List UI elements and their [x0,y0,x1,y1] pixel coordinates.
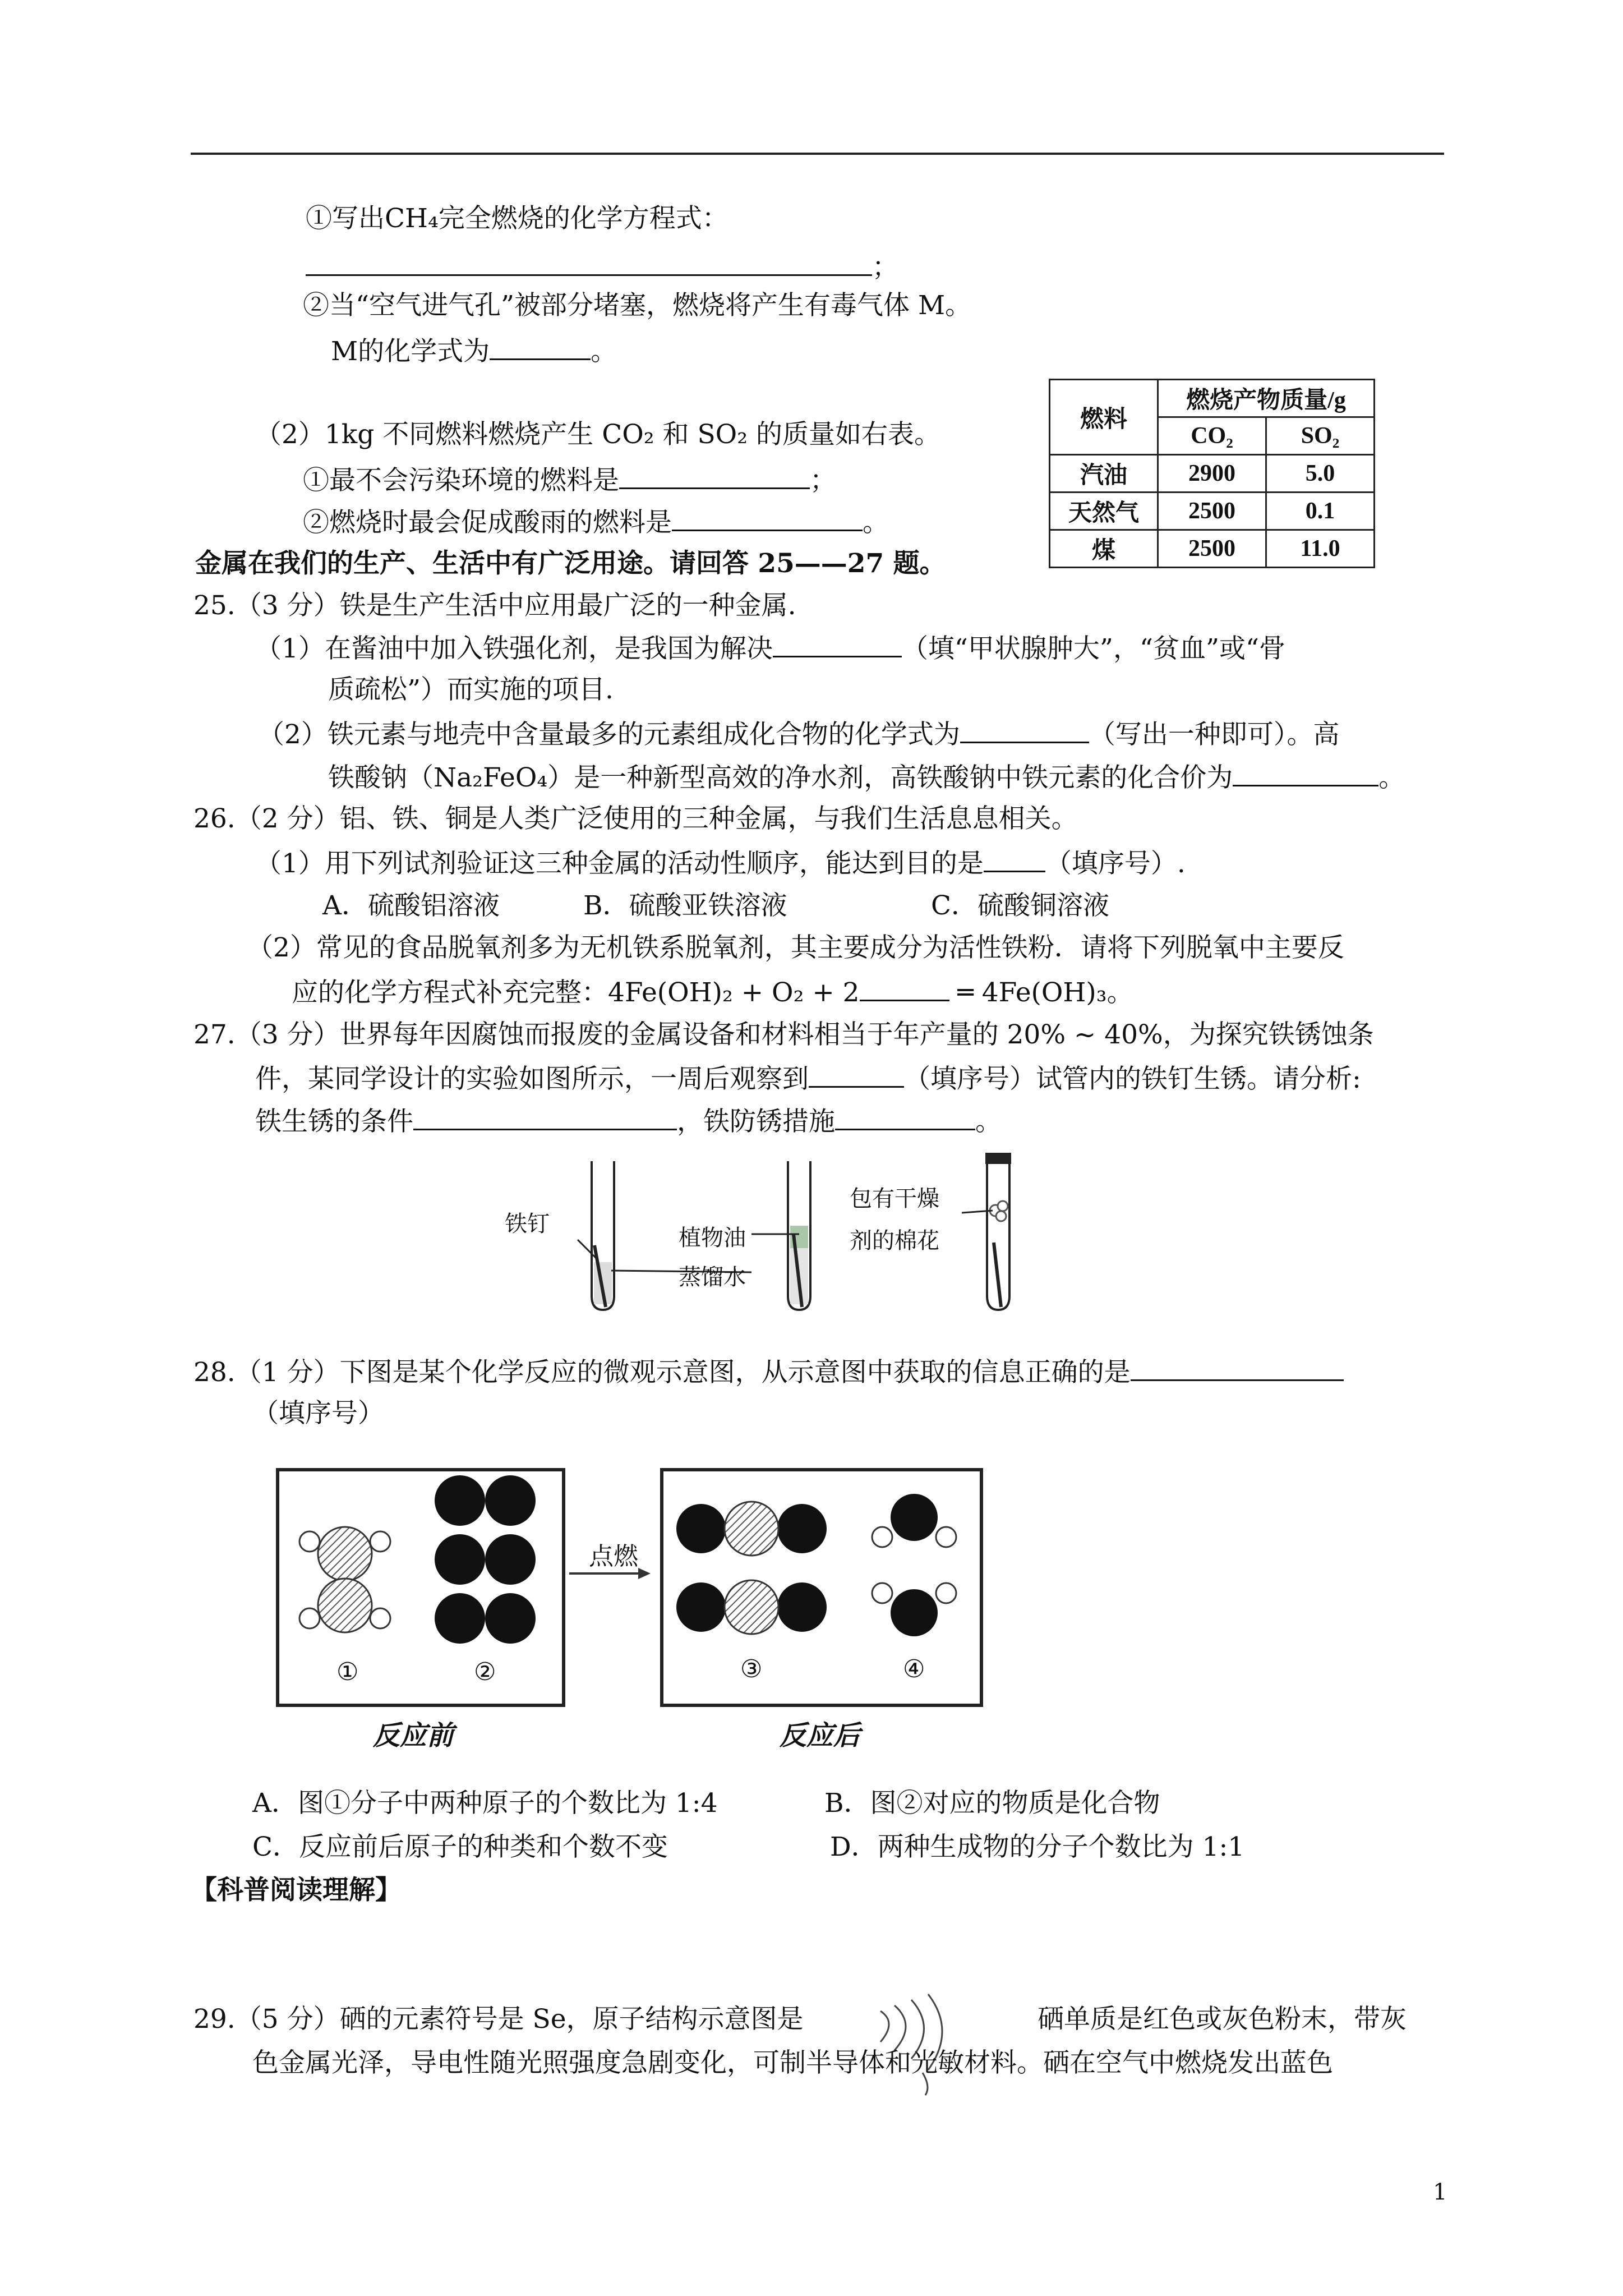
section-reading-heading: 【科普阅读理解】 [191,1875,402,1906]
q27-line2 [255,1061,1361,1096]
table-cell: 2500 [1158,530,1266,568]
q24-part2-a-text: ①最不会污染环境的燃料是 [303,465,619,496]
marker-3: ③ [740,1655,763,1683]
co2-molecule [676,1502,827,1556]
q28-option-a: A．图①分子中两种原子的个数比为 1:4 [252,1788,718,1819]
q24-line4-b: 。 [591,336,617,367]
q27-line2-b: （填序号）试管内的铁钉生锈。请分析: [904,1064,1361,1094]
q24-line3: ②当“空气进气孔”被部分堵塞，燃烧将产生有毒气体 M。 [303,290,972,321]
q24-line4 [331,334,617,369]
label-desiccant-2: 剂的棉花 [850,1228,939,1254]
answer-blank[interactable] [773,631,902,657]
test-tube-3 [985,1153,1011,1310]
q28-option-c: C．反应前后原子的种类和个数不变 [252,1832,668,1862]
arrow-head [638,1568,651,1579]
q25-p2-b: （写出一种即可）。高 [1089,719,1340,750]
answer-blank[interactable] [860,975,949,1001]
q26-option-b: B．硫酸亚铁溶液 [583,890,787,921]
q24-part2-a [303,463,836,498]
table-cell: 天然气 [1050,493,1158,530]
q25-stem: 25.（3 分）铁是生产生活中应用最广泛的一种金属. [193,590,796,621]
answer-blank[interactable] [490,334,591,360]
q24-answer-line [306,250,898,284]
q29-line1-a: 29.（5 分）硒的元素符号是 Se，原子结构示意图是 [193,2004,804,2035]
q27-line3-c: 。 [975,1106,1002,1137]
answer-blank[interactable] [413,1104,677,1130]
q29-line1-b: 硒单质是红色或灰色粉末，带灰 [1038,2004,1407,2035]
arrow-label: 点燃 [589,1542,638,1571]
q27-line3-a: 铁生锈的条件 [255,1106,413,1137]
q25-p2-c: 铁酸钠（Na₂FeO₄）是一种新型高效的净水剂，高铁酸钠中铁元素的化合价为 [328,762,1233,793]
q24-line1: ①写出CH₄完全燃烧的化学方程式： [306,203,728,234]
label-desiccant-1: 包有干燥 [850,1186,939,1212]
table-cell: 5.0 [1266,455,1375,493]
answer-blank[interactable] [1131,1355,1344,1381]
answer-blank[interactable] [809,1061,904,1088]
q27-line3-b: ，铁防锈措施 [677,1106,835,1137]
table-row [1050,455,1375,493]
table-cell: 2500 [1158,493,1266,530]
table-header-so2: SO₂ [1266,417,1375,455]
q27-line3 [255,1104,1002,1139]
q29-line2: 色金属光泽，导电性随光照强度急剧变化，可制半导体和光敏材料。硒在空气中燃烧发出蓝色 [252,2047,1333,2078]
selenium-atom-structure-icon [864,1989,987,2101]
label-distilled-water: 蒸馏水 [679,1264,746,1290]
q25-p1-b: （填“甲状腺肿大”，“贫血”或“骨 [901,633,1286,664]
q26-p2-a: （2）常见的食品脱氧剂多为无机铁系脱氧剂，其主要成分为活性铁粉．请将下列脱氧中主要反 [247,932,1344,963]
table-header-fuel: 燃料 [1050,380,1158,455]
marker-2: ② [474,1658,496,1686]
q26-p2-c: ═ 4Fe(OH)₃。 [957,977,1133,1008]
q24-part2-a-end: ； [810,465,836,496]
q25-p2 [258,717,1339,752]
q24-line2-end: ； [872,252,898,283]
label-vegetable-oil: 植物油 [679,1225,746,1251]
test-tube-1 [592,1161,614,1310]
table-row [1050,493,1375,530]
q26-p2-line2 [292,975,1133,1010]
table-cell: 汽油 [1050,455,1158,493]
q28-option-d: D．两种生成物的分子个数比为 1:1 [830,1832,1245,1862]
page-number: 1 [1433,2179,1447,2205]
table-header-co2: CO₂ [1158,417,1266,455]
fuel-table [1049,379,1375,568]
answer-blank[interactable] [835,1104,975,1130]
section-metal-heading: 金属在我们的生产、生活中有广泛用途。请回答 25——27 题。 [195,548,946,579]
q24-part2-b-end: 。 [863,507,889,538]
answer-blank[interactable] [619,463,810,489]
q24-part2-b-text: ②燃烧时最会促成酸雨的燃料是 [303,507,672,538]
table-cell: 2900 [1158,455,1266,493]
after-label: 反应后 [780,1720,861,1751]
q28-line1-text: 28.（1 分）下图是某个化学反应的微观示意图，从示意图中获取的信息正确的是 [193,1357,1131,1388]
q25-p2-d: 。 [1378,762,1405,793]
q24-line4-a: M的化学式为 [331,336,490,367]
label-iron-nail: 铁钉 [505,1211,550,1237]
table-cell: 0.1 [1266,493,1375,530]
header-rule [191,153,1444,155]
test-tube-figure [494,1150,1054,1318]
table-cell: 11.0 [1266,530,1375,568]
q26-stem: 26.（2 分）铝、铁、铜是人类广泛使用的三种金属，与我们生活息息相关。 [193,803,1078,834]
q26-p1-b: （填序号）. [1045,848,1186,879]
table-cell: 煤 [1050,530,1158,568]
reaction-diagram [275,1458,987,1750]
marker-4: ④ [903,1655,925,1683]
q25-p1-c: 质疏松”）而实施的项目. [328,674,614,705]
q27-line1: 27.（3 分）世界每年因腐蚀而报废的金属设备和材料相当于年产量的 20% ~ 40%，为探究铁锈蚀条 [193,1019,1374,1050]
before-label: 反应前 [373,1720,454,1751]
answer-blank[interactable] [960,717,1089,743]
table-header-mass: 燃烧产物质量/g [1158,380,1375,417]
co2-molecule [676,1580,827,1634]
test-tube-2 [788,1161,810,1310]
marker-1: ① [336,1658,359,1686]
answer-blank[interactable] [306,250,872,276]
q26-p1-a: （1）用下列试剂验证这三种金属的活动性顺序，能达到目的是 [255,848,984,879]
q26-p2-b: 应的化学方程式补充完整：4Fe(OH)₂ + O₂ + 2 [292,977,860,1008]
q25-p1-a: （1）在酱油中加入铁强化剂，是我国为解决 [255,633,773,664]
oxygen-molecules [435,1475,536,1644]
table-row [1050,530,1375,568]
q26-option-c: C．硫酸铜溶液 [931,890,1109,921]
q26-option-a: A．硫酸铝溶液 [322,890,500,921]
answer-blank[interactable] [672,505,863,531]
q26-p1 [255,846,1186,881]
q25-p2-line2 [328,760,1405,795]
q24-part2-b [303,505,889,540]
q25-p2-a: （2）铁元素与地壳中含量最多的元素组成化合物的化学式为 [258,719,960,750]
answer-blank[interactable] [984,846,1045,872]
q28-option-b: B．图②对应的物质是化合物 [824,1788,1160,1819]
q24-part2: （2）1kg 不同燃料燃烧产生 CO₂ 和 SO₂ 的质量如右表。 [255,419,940,450]
q25-p1 [255,631,1285,666]
answer-blank[interactable] [1233,760,1378,786]
q28-line1 [193,1355,1344,1389]
q28-line2: （填序号） [252,1398,384,1429]
q27-line2-a: 件，某同学设计的实验如图所示，一周后观察到 [255,1064,809,1094]
